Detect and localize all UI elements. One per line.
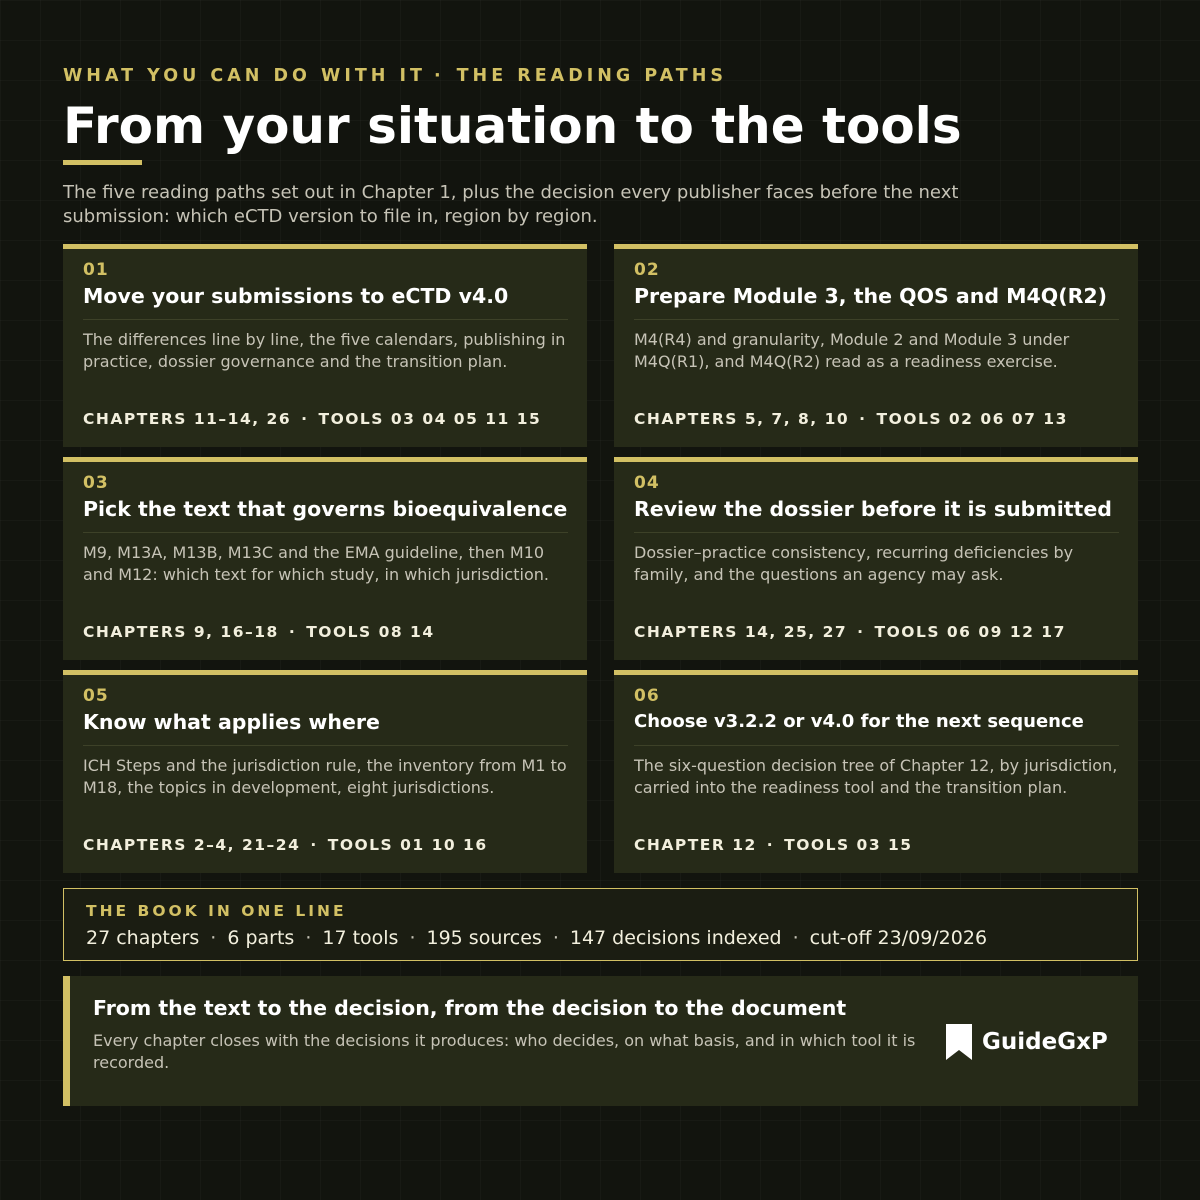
card-meta bbox=[634, 410, 1068, 428]
card-heading: Choose v3.2.2 or v4.0 for the next sequence bbox=[634, 711, 1084, 732]
path-card-01 bbox=[63, 244, 587, 447]
card-tools: TOOLS 06 09 12 17 bbox=[874, 623, 1066, 641]
card-divider bbox=[83, 532, 568, 533]
stat-separator: · bbox=[305, 927, 312, 949]
card-chapters: CHAPTER 12 bbox=[634, 836, 757, 854]
card-description: The six-question decision tree of Chapter 12, by jurisdiction, carried into the readiness tool and the transition plan. bbox=[634, 756, 1118, 797]
card-number: 04 bbox=[634, 473, 660, 493]
card-heading: Prepare Module 3, the QOS and M4Q(R2) bbox=[634, 284, 1108, 308]
card-meta bbox=[83, 836, 488, 854]
stat-cutoff: cut-off 23/09/2026 bbox=[809, 927, 988, 949]
card-number: 01 bbox=[83, 260, 109, 280]
card-heading: Know what applies where bbox=[83, 710, 380, 734]
book-summary-box bbox=[63, 888, 1138, 961]
card-divider bbox=[634, 319, 1119, 320]
path-card-06 bbox=[614, 670, 1138, 873]
card-chapters: CHAPTERS 2–4, 21–24 bbox=[83, 836, 301, 854]
card-chapters: CHAPTERS 9, 16–18 bbox=[83, 623, 279, 641]
stat-tools: 17 tools bbox=[322, 927, 399, 949]
card-description: The differences line by line, the five calendars, publishing in practice, dossier governance and the transition plan. bbox=[83, 330, 566, 371]
stat-sources: 195 sources bbox=[426, 927, 542, 949]
card-description: Dossier–practice consistency, recurring deficiencies by family, and the questions an agency may ask. bbox=[634, 543, 1074, 584]
footer-title: From the text to the decision, from the decision to the document bbox=[93, 996, 847, 1020]
eyebrow-separator: · bbox=[433, 66, 445, 86]
card-description: ICH Steps and the jurisdiction rule, the inventory from M1 to M18, the topics in development, eight jurisdictions. bbox=[83, 756, 567, 797]
card-description: M9, M13A, M13B, M13C and the EMA guideline, then M10 and M12: which text for which study, in which jurisdiction. bbox=[83, 543, 549, 584]
footer-text: Every chapter closes with the decisions it produces: who decides, on what basis, and in which tool it is recorded. bbox=[93, 1031, 916, 1072]
card-description: M4(R4) and granularity, Module 2 and Module 3 under M4Q(R1), and M4Q(R2) read as a readiness exercise. bbox=[634, 330, 1070, 371]
stat-separator: · bbox=[210, 927, 217, 949]
card-divider bbox=[634, 745, 1119, 746]
path-card-05 bbox=[63, 670, 587, 873]
meta-separator: · bbox=[859, 410, 867, 428]
card-chapters: CHAPTERS 5, 7, 8, 10 bbox=[634, 410, 850, 428]
stat-separator: · bbox=[552, 927, 559, 949]
card-tools: TOOLS 03 04 05 11 15 bbox=[318, 410, 542, 428]
meta-separator: · bbox=[301, 410, 309, 428]
summary-stats bbox=[86, 927, 987, 949]
stat-parts: 6 parts bbox=[227, 927, 295, 949]
meta-separator: · bbox=[766, 836, 775, 854]
card-divider bbox=[634, 532, 1119, 533]
path-card-02 bbox=[614, 244, 1138, 447]
card-heading: Move your submissions to eCTD v4.0 bbox=[83, 284, 509, 308]
title-underline bbox=[63, 160, 142, 165]
card-meta bbox=[83, 623, 435, 641]
card-tools: TOOLS 02 06 07 13 bbox=[876, 410, 1068, 428]
card-chapters: CHAPTERS 14, 25, 27 bbox=[634, 623, 848, 641]
path-card-04 bbox=[614, 457, 1138, 660]
card-tools: TOOLS 03 15 bbox=[784, 836, 913, 854]
card-meta bbox=[634, 623, 1066, 641]
card-number: 06 bbox=[634, 686, 660, 706]
card-heading: Pick the text that governs bioequivalence bbox=[83, 497, 568, 521]
stat-chapters: 27 chapters bbox=[86, 927, 200, 949]
card-tools: TOOLS 01 10 16 bbox=[327, 836, 488, 854]
meta-separator: · bbox=[288, 623, 297, 641]
stat-decisions: 147 decisions indexed bbox=[569, 927, 782, 949]
meta-separator: · bbox=[310, 836, 318, 854]
card-number: 03 bbox=[83, 473, 109, 493]
card-chapters: CHAPTERS 11–14, 26 bbox=[83, 410, 292, 428]
intro-text: The five reading paths set out in Chapter 1, plus the decision every publisher faces before the next submission: which eCTD version to file in, region by region. bbox=[63, 182, 959, 227]
eyebrow-right: THE READING PATHS bbox=[456, 66, 727, 86]
meta-separator: · bbox=[857, 623, 865, 641]
card-meta bbox=[83, 410, 541, 428]
card-tools: TOOLS 08 14 bbox=[306, 623, 435, 641]
footer-banner bbox=[63, 976, 1138, 1106]
stat-separator: · bbox=[792, 927, 799, 949]
card-heading: Review the dossier before it is submitted bbox=[634, 497, 1112, 521]
card-meta bbox=[634, 836, 913, 854]
card-divider bbox=[83, 319, 568, 320]
card-number: 02 bbox=[634, 260, 660, 280]
page-title: From your situation to the tools bbox=[63, 97, 962, 155]
path-card-03 bbox=[63, 457, 587, 660]
card-divider bbox=[83, 745, 568, 746]
card-number: 05 bbox=[83, 686, 109, 706]
eyebrow bbox=[63, 66, 727, 86]
summary-label: THE BOOK IN ONE LINE bbox=[86, 902, 347, 920]
stat-separator: · bbox=[409, 927, 416, 949]
brand-name: GuideGxP bbox=[982, 1029, 1108, 1055]
brand-logo bbox=[946, 1022, 1108, 1062]
bookmark-icon bbox=[946, 1024, 972, 1060]
eyebrow-left: WHAT YOU CAN DO WITH IT bbox=[63, 66, 426, 86]
